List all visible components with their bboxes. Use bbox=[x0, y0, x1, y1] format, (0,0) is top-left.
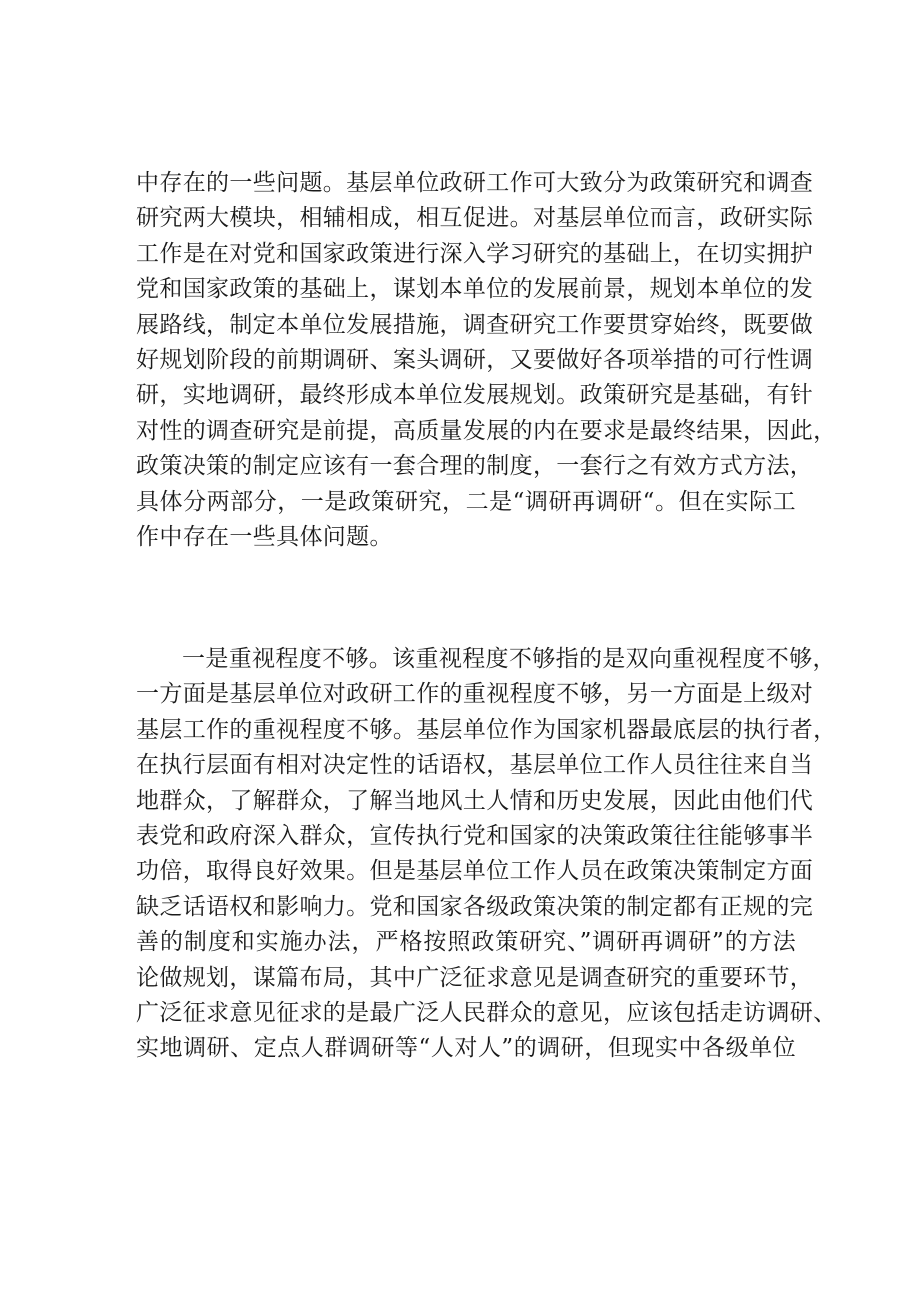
paragraph-line: 善的制度和实施办法，严格按照政策研究、”调研再调研”的方法 bbox=[136, 929, 796, 956]
paragraph-line: 展路线，制定本单位发展措施，调查研究工作要贯穿始终，既要做 bbox=[136, 311, 814, 338]
paragraph-line: 好规划阶段的前期调研、案头调研，又要做好各项举措的可行性调 bbox=[136, 346, 814, 373]
paragraph-line: 一方面是基层单位对政研工作的重视程度不够，另一方面是上级对 bbox=[136, 681, 814, 708]
paragraph-line: 论做规划，谋篇布局，其中广泛征求意见是调查研究的重要环节， bbox=[136, 964, 814, 991]
paragraph-line: 功倍，取得良好效果。但是基层单位工作人员在政策决策制定方面 bbox=[136, 858, 814, 885]
paragraph-line: 政策决策的制定应该有一套合理的制度，一套行之有效方式方法， bbox=[136, 453, 814, 480]
paragraph-line: 广泛征求意见征求的是最广泛人民群众的意见，应该包括走访调研、 bbox=[136, 999, 837, 1026]
paragraph-line: 工作是在对党和国家政策进行深入学习研究的基础上，在切实拥护 bbox=[136, 240, 814, 267]
paragraph-2 bbox=[136, 642, 837, 1067]
paragraph-line: 缺乏话语权和影响力。党和国家各级政策决策的制定都有正规的完 bbox=[136, 893, 814, 920]
paragraph-line: 研，实地调研，最终形成本单位发展规划。政策研究是基础，有针 bbox=[136, 382, 814, 409]
paragraph-line: 研究两大模块，相辅相成，相互促进。对基层单位而言，政研实际 bbox=[136, 205, 814, 232]
paragraph-line: 表党和政府深入群众，宣传执行党和国家的决策政策往往能够事半 bbox=[136, 822, 814, 849]
paragraph-line: 实地调研、定点人群调研等“人对人”的调研，但现实中各级单位 bbox=[136, 1035, 796, 1062]
paragraph-line: 基层工作的重视程度不够。基层单位作为国家机器最底层的执行者， bbox=[136, 716, 837, 743]
paragraph-line: 在执行层面有相对决定性的话语权，基层单位工作人员往往来自当 bbox=[136, 752, 814, 779]
paragraph-line: 具体分两部分，一是政策研究，二是“调研再调研“。但在实际工 bbox=[136, 488, 796, 515]
paragraph-line: 地群众，了解群众，了解当地风土人情和历史发展，因此由他们代 bbox=[136, 787, 814, 814]
paragraph-line: 中存在的一些问题。基层单位政研工作可大致分为政策研究和调查 bbox=[136, 170, 814, 196]
paragraph-line: 一是重视程度不够。该重视程度不够指的是双向重视程度不够， bbox=[182, 646, 836, 672]
paragraph-line: 党和国家政策的基础上，谋划本单位的发展前景，规划本单位的发 bbox=[136, 276, 814, 303]
paragraph-line: 作中存在一些具体问题。 bbox=[136, 523, 393, 550]
paragraph-1 bbox=[136, 166, 837, 555]
paragraph-line: 对性的调查研究是前提，高质量发展的内在要求是最终结果，因此， bbox=[136, 417, 837, 444]
